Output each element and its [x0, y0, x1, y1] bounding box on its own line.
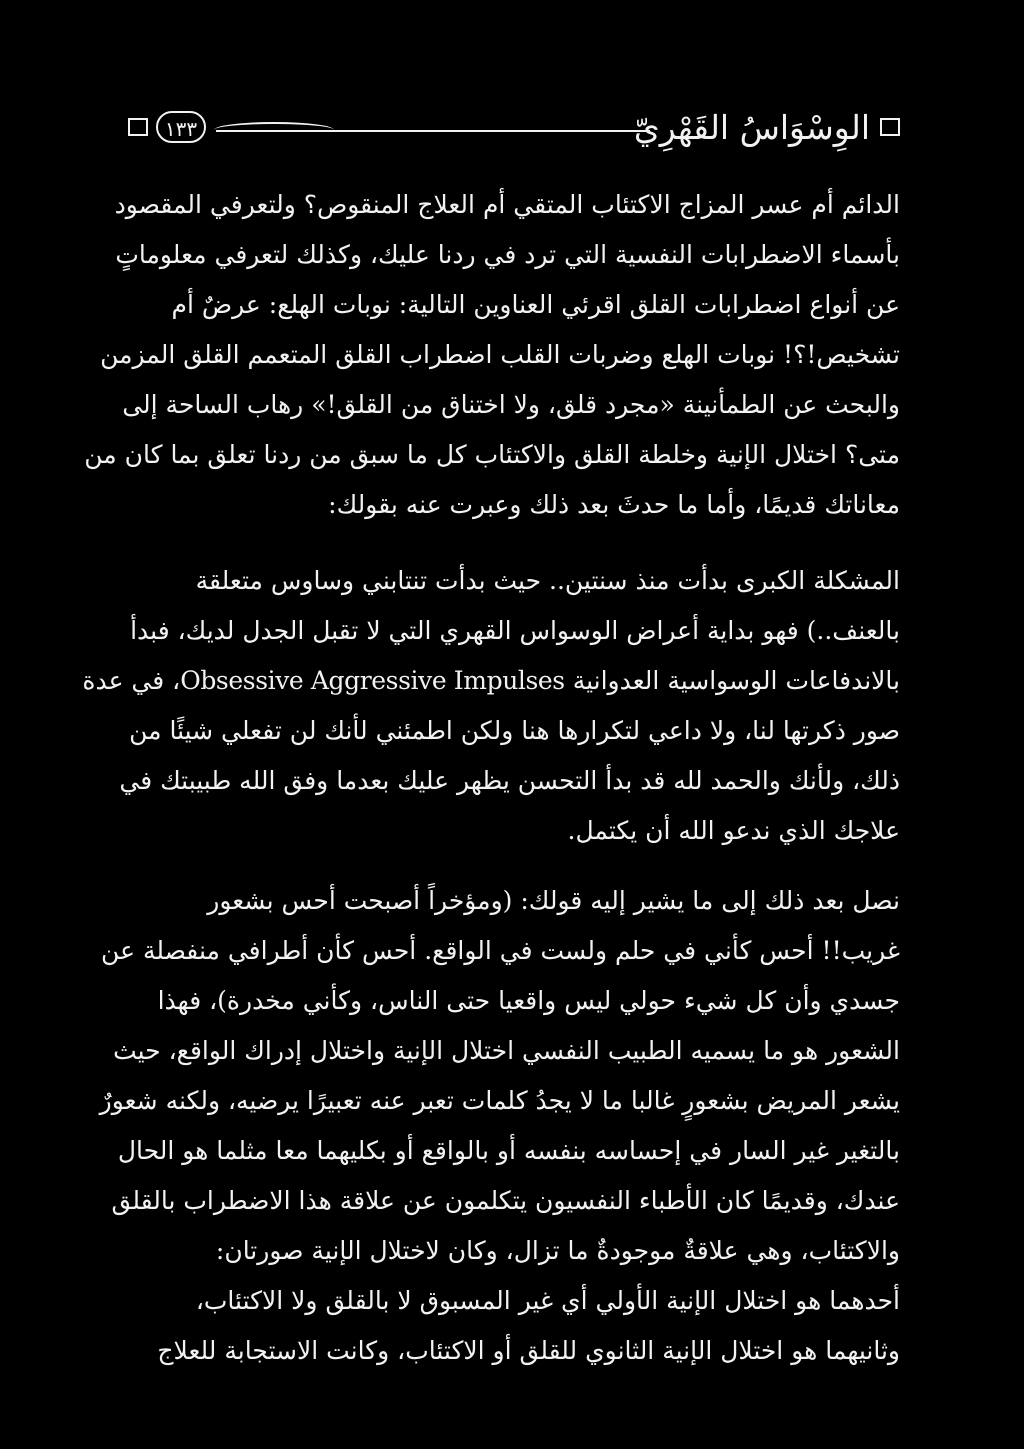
text-line: بأسماء الاضطرابات النفسية التي ترد في ردنا عليك، وكذلك لتعرفي معلوماتٍ	[115, 240, 900, 269]
header-rule	[216, 130, 650, 132]
page-header	[128, 108, 900, 148]
text-line: بالعنف..) فهو بداية أعراض الوسواس القهري التي لا تقبل الجدل لديك، فبدأ	[130, 616, 900, 645]
text-line: الشعور هو ما يسميه الطبيب النفسي اختلال الإنية واختلال إدراك الواقع، حيث	[113, 1036, 900, 1065]
ornament-right-icon	[880, 118, 900, 136]
text-line: يشعر المريض بشعورٍ غالبا ما لا يجدُ كلمات تعبر عنه تعبيرًا يرضيه، ولكنه شعورٌ	[99, 1086, 900, 1115]
text-line: غريب!! أحس كأني في حلم ولست في الواقع. أحس كأن أطرافي منفصلة عن	[101, 936, 900, 965]
text-line: نصل بعد ذلك إلى ما يشير إليه قولك: (ومؤخراً أصبحت أحس بشعور	[207, 886, 900, 915]
text-line: تشخيص!؟! نوبات الهلع وضربات القلب اضطراب القلق المتعمم القلق المزمن	[100, 340, 900, 369]
paragraph-1	[84, 180, 900, 530]
text-line: والاكتئاب، وهي علاقةٌ موجودةٌ ما تزال، وكان لاختلال الإنية صورتان:	[215, 1236, 900, 1265]
page-number: ١٣٣	[156, 111, 206, 143]
text-line: المشكلة الكبرى بدأت منذ سنتين.. حيث بدأت تنتابني وساوس متعلقة	[195, 566, 900, 595]
text-line: عن أنواع اضطرابات القلق اقرئي العناوين التالية: نوبات الهلع: عرضٌ أم	[171, 290, 900, 319]
running-title: الوِسْوَاسُ القَهْرِيّ	[633, 108, 870, 147]
text-line: عندك، وقديمًا كان الأطباء النفسيون يتكلمون عن علاقة هذا الاضطراب بالقلق	[111, 1186, 900, 1215]
text-line: معاناتك قديمًا، وأما ما حدثَ بعد ذلك وعبرت عنه بقولك:	[328, 490, 900, 519]
text-line: متى؟ اختلال الإنية وخلطة القلق والاكتئاب كل ما سبق من ردنا تعلق بما كان من	[84, 440, 900, 469]
text-line: جسدي وأن كل شيء حولي ليس واقعيا حتى الناس، وكأني مخدرة)، فهذا	[157, 986, 900, 1015]
text-line: بالتغير غير السار في إحساسه بنفسه أو بالواقع أو بكليهما معا مثلما هو الحال	[117, 1136, 900, 1165]
text-line: وثانيهما هو اختلال الإنية الثانوي للقلق أو الاكتئاب، وكانت الاستجابة للعلاج	[157, 1336, 900, 1365]
body-text	[82, 180, 900, 1376]
text-line: صور ذكرتها لنا، ولا داعي لتكرارها هنا ولكن اطمئني لأنك لن تفعلي شيئًا من	[129, 716, 900, 745]
paragraph-gap	[128, 530, 900, 556]
paragraph-2	[82, 556, 900, 856]
text-line: علاجك الذي ندعو الله أن يكتمل.	[567, 816, 900, 845]
text-line: ذلك، ولأنك والحمد لله قد بدأ التحسن يظهر عليك بعدما وفق الله طبيبتك في	[119, 766, 900, 795]
paragraph-3	[99, 876, 900, 1376]
text-line: والبحث عن الطمأنينة «مجرد قلق، ولا اختناق من القلق!» رهاب الساحة إلى	[122, 390, 900, 419]
text-line: بالاندفاعات الوسواسية العدوانية Obsessive Aggressive Impulses، في عدة	[82, 666, 900, 695]
text-line: أحدهما هو اختلال الإنية الأولي أي غير المسبوق لا بالقلق ولا الاكتئاب،	[195, 1286, 900, 1315]
text-line: الدائم أم عسر المزاج الاكتئاب المتقي أم العلاج المنقوص؟ ولتعرفي المقصود	[114, 190, 900, 219]
ornament-left-icon	[128, 118, 148, 136]
paragraph-gap	[128, 856, 900, 876]
